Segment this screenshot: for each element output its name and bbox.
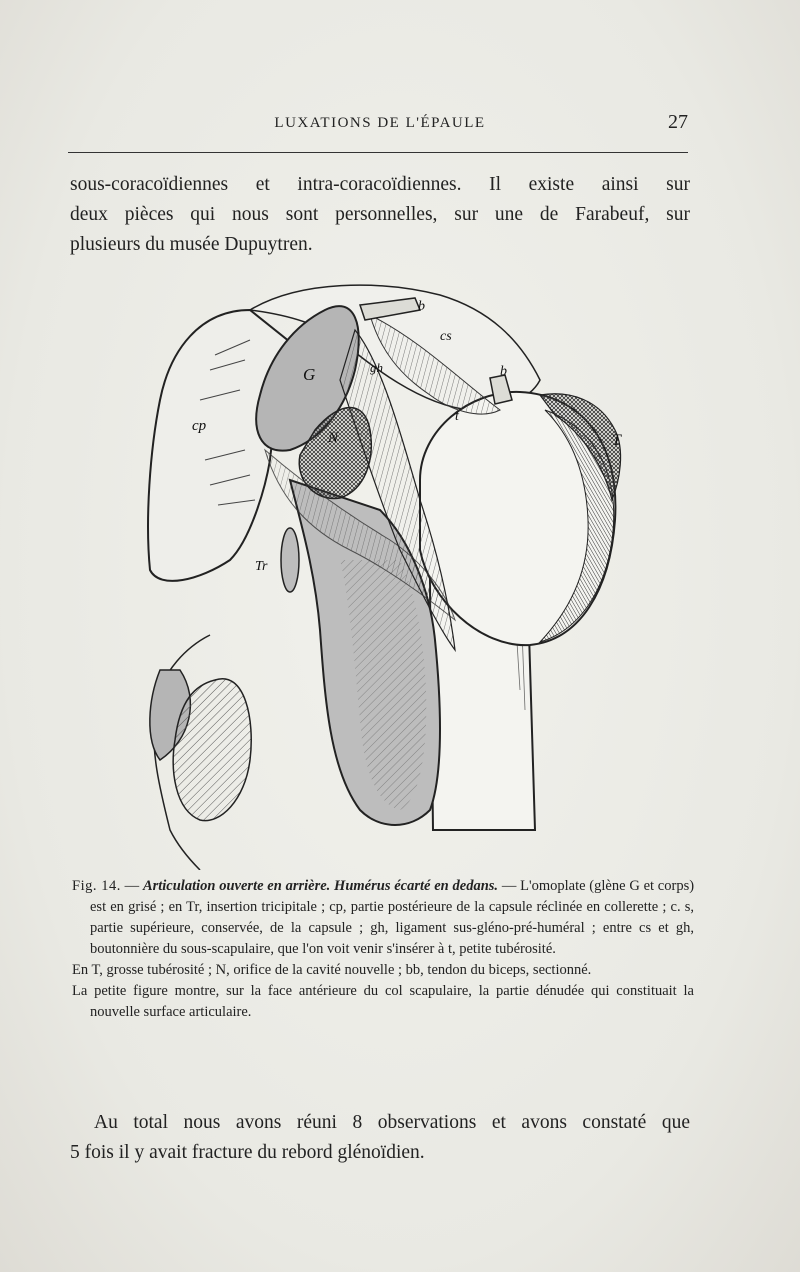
label-cp: cp [192, 418, 207, 434]
label-gh: gh [370, 360, 383, 375]
text-line: sous-coracoïdiennes et intra-coracoïdiennes. Il existe ainsi sur [70, 174, 690, 195]
label-cs: cs [440, 329, 452, 344]
caption-dash: — [124, 878, 140, 894]
label-Tr: Tr [255, 559, 268, 574]
header-rule [68, 152, 688, 153]
caption-fig-number: Fig. 14. [72, 878, 121, 894]
label-G: G [303, 365, 316, 384]
text-line: plusieurs du musée Dupuytren. [70, 234, 313, 255]
anatomical-figure [100, 270, 710, 870]
triceps-insertion [281, 528, 299, 592]
figure-caption [72, 876, 694, 1023]
caption-paragraph-1 [72, 876, 694, 960]
page-number: 27 [668, 111, 688, 133]
paragraph-top [70, 170, 690, 260]
label-b-right: b [500, 364, 507, 379]
paragraph-bottom [70, 1108, 690, 1168]
caption-dash: — [501, 878, 517, 894]
label-b-top: b [418, 299, 425, 314]
text-line: 5 fois il y avait fracture du rebord glénoïdien. [70, 1142, 425, 1163]
running-head [70, 113, 690, 137]
running-head-title: LUXATIONS DE L'ÉPAULE [274, 115, 486, 131]
caption-title: Articulation ouverte en arrière. Humérus écarté en dedans. [142, 878, 499, 894]
label-N: N [328, 430, 339, 446]
label-T: T [612, 432, 621, 449]
caption-body: L'omoplate (glène G et corps) est en grisé ; en Tr, insertion tricipitale ; cp, partie postérieure de la capsule réclinée en collerette ; c. s, partie supérieure, conservée, de la capsule ; gh, ligament sus-gléno-pré-huméral ; entre cs et gh, boutonnière du sous-scapulaire, que l'on voit venir s'insérer à t, petite tubérosité. [90, 878, 695, 957]
text-line: Au total nous avons réuni 8 observations et avons constaté que [94, 1112, 690, 1133]
caption-paragraph-2: En T, grosse tubérosité ; N, orifice de la cavité nouvelle ; bb, tendon du biceps, sectionné. [72, 962, 592, 978]
caption-paragraph-3: La petite figure montre, sur la face antérieure du col scapulaire, la partie dénudée qui constituait la nouvelle surface articulaire. [72, 983, 694, 1020]
label-t: t [455, 409, 459, 424]
text-line: deux pièces qui nous sont personnelles, sur une de Farabeuf, sur [70, 204, 690, 225]
